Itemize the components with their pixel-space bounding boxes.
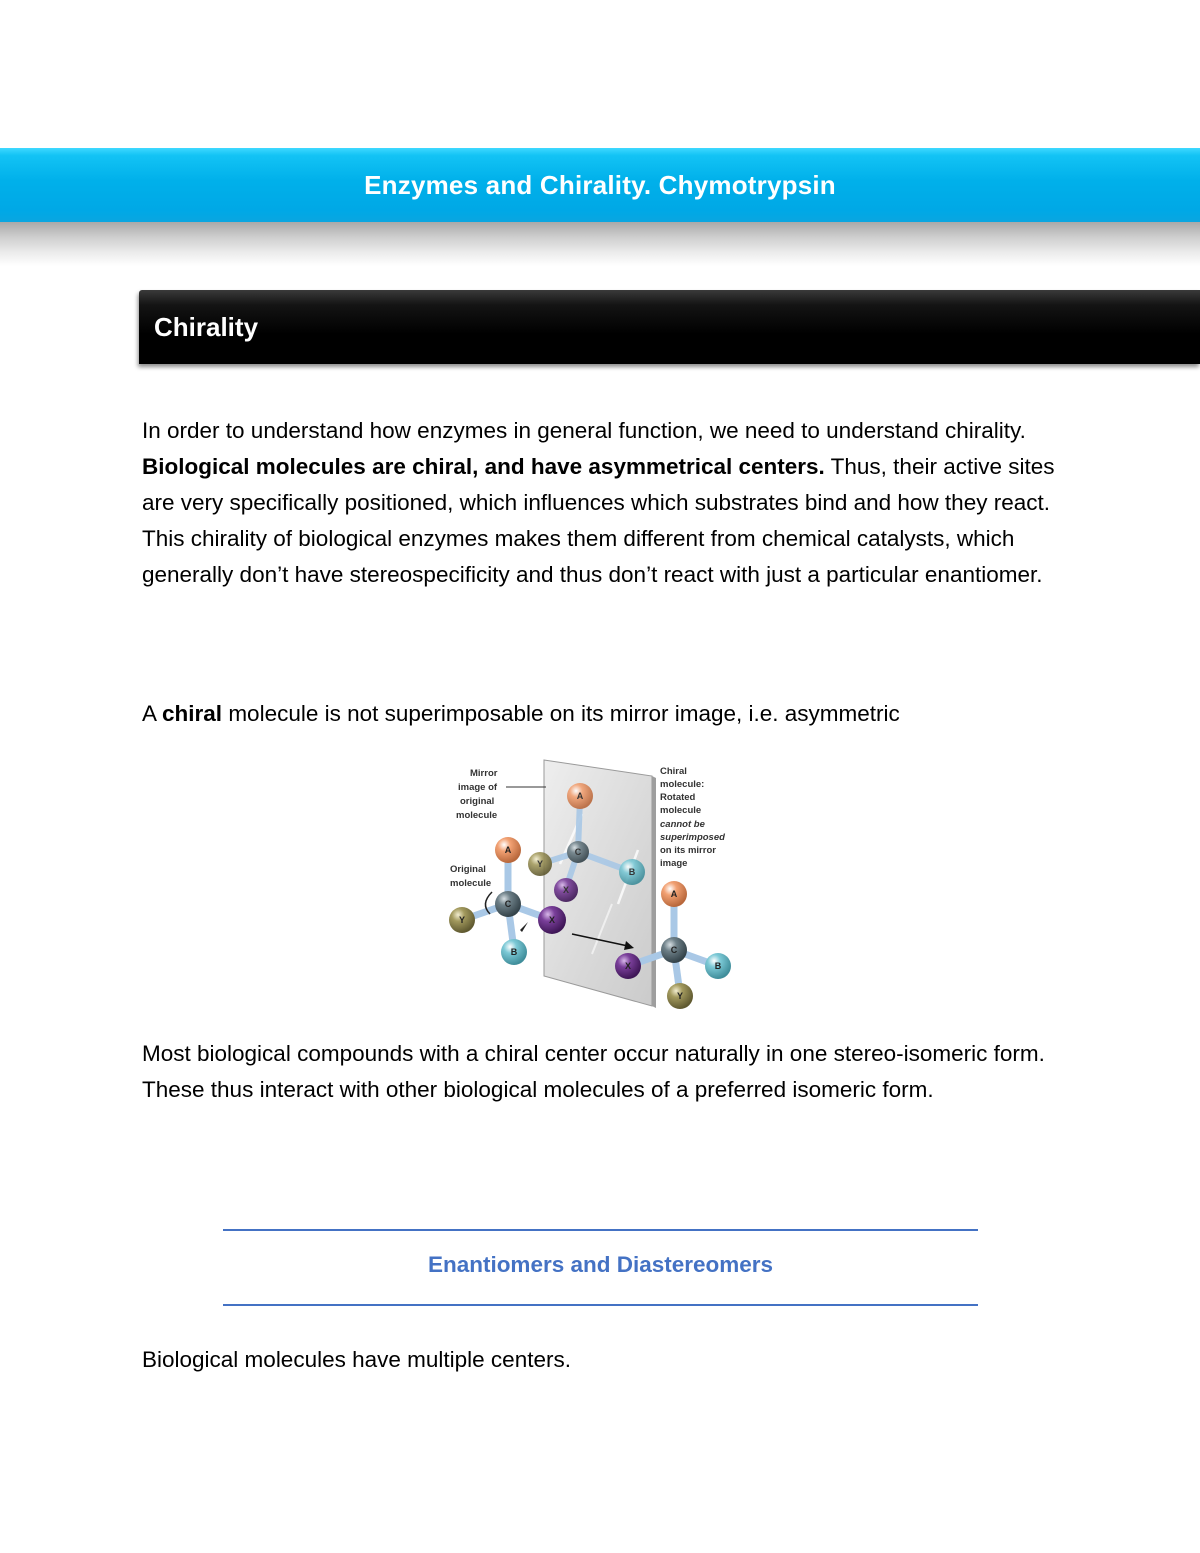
svg-text:molecule: molecule: [660, 805, 702, 816]
subheading-top-rule: [223, 1229, 978, 1231]
svg-text:Y: Y: [458, 915, 466, 925]
svg-text:C: C: [574, 847, 582, 857]
chiral-bold-word: chiral: [162, 701, 223, 726]
svg-text:molecule: molecule: [456, 810, 498, 821]
intro-bold-text: Biological molecules are chiral, and have asymmetrical centers.: [142, 454, 825, 479]
svg-text:Y: Y: [536, 859, 544, 869]
svg-text:image of: image of: [458, 782, 498, 793]
svg-text:Rotated: Rotated: [660, 792, 696, 803]
svg-text:A: A: [670, 889, 678, 899]
svg-text:molecule:: molecule:: [660, 779, 705, 790]
svg-text:Original: Original: [450, 864, 486, 875]
intro-paragraph: [142, 413, 1062, 593]
mirror-label: [456, 768, 498, 821]
intro-text-end: Thus, their active sites are very specifically positioned, which influences which substrates bind and how they react. This chirality of biological enzymes makes them different from chemical catalysts, which generally don’t have stereospecificity and thus don’t react with just a particular enantiomer.: [142, 454, 1055, 587]
svg-text:molecule: molecule: [450, 878, 492, 889]
chiral-label: [660, 766, 725, 869]
svg-text:cannot be: cannot be: [660, 819, 705, 830]
title-banner-shadow: [0, 222, 1200, 266]
stereoisomer-paragraph: Most biological compounds with a chiral center occur naturally in one stereo-isomeric form. These thus interact with other biological molecules of a preferred isomeric form.: [142, 1041, 1045, 1102]
chiral-text-end: molecule is not superimposable on its mirror image, i.e. asymmetric: [222, 701, 900, 726]
svg-text:image: image: [660, 858, 688, 869]
svg-text:B: B: [628, 867, 636, 877]
svg-text:Mirror: Mirror: [470, 768, 498, 779]
svg-text:X: X: [624, 961, 632, 971]
svg-text:A: A: [504, 845, 512, 855]
svg-text:Y: Y: [676, 991, 684, 1001]
svg-text:C: C: [504, 899, 512, 909]
svg-text:X: X: [548, 915, 556, 925]
chiral-definition: [142, 696, 1062, 732]
section-title: Chirality: [154, 311, 259, 342]
section-header-bar: [139, 290, 1200, 364]
svg-text:original: original: [460, 796, 495, 807]
multiple-centers-paragraph: Biological molecules have multiple centers.: [142, 1347, 571, 1372]
subheading: Enantiomers and Diastereomers: [427, 1252, 774, 1277]
intro-text-start: In order to understand how enzymes in general function, we need to understand chirality.: [142, 418, 1026, 443]
svg-text:A: A: [576, 791, 584, 801]
svg-text:C: C: [670, 945, 678, 955]
original-label: [450, 864, 491, 889]
svg-text:B: B: [510, 947, 518, 957]
chiral-text-start: A: [142, 701, 163, 726]
page-title: Enzymes and Chirality. Chymotrypsin: [364, 169, 836, 200]
chirality-figure: [442, 754, 740, 1022]
svg-text:X: X: [562, 885, 570, 895]
svg-text:on its mirror: on its mirror: [660, 845, 716, 856]
svg-text:Chiral: Chiral: [660, 766, 687, 777]
svg-text:superimposed: superimposed: [660, 832, 725, 843]
title-banner: [0, 148, 1200, 222]
subheading-bottom-rule: [223, 1304, 978, 1306]
svg-text:B: B: [714, 961, 722, 971]
